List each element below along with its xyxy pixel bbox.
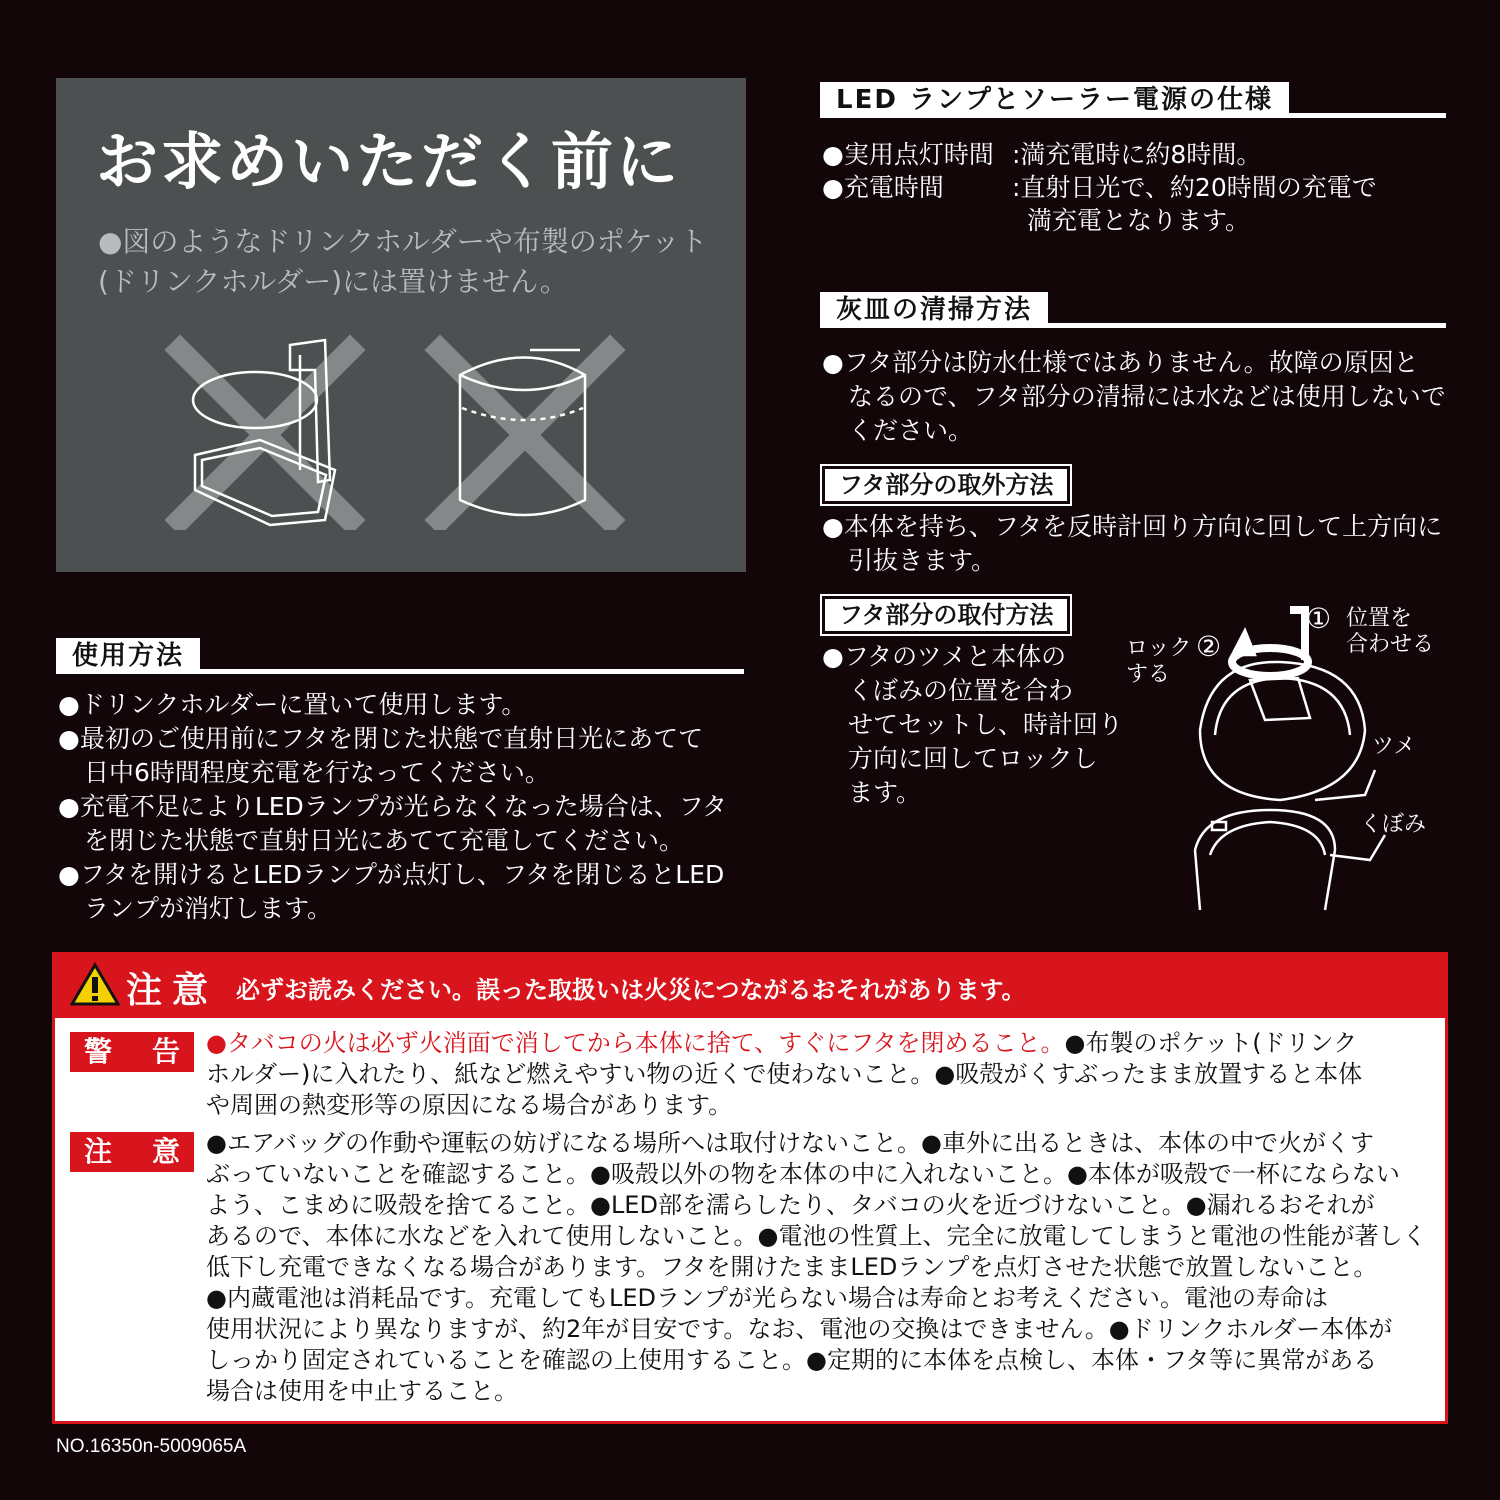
- caution-title-char: 注: [126, 970, 173, 1011]
- usage-line: ランプが消灯します。: [84, 894, 333, 923]
- caution-title-char: 意: [172, 970, 219, 1011]
- cleaning-line: なるので、フタ部分の清掃には水などは使用しないで: [848, 382, 1446, 411]
- caution-text-line: 低下し充電できなくなる場合があります。フタを開けたままLEDランプを点灯させた状態で放置しないこと。: [206, 1253, 1378, 1281]
- cleaning-list: [822, 346, 1446, 448]
- step1-text: 合わせる: [1346, 632, 1435, 657]
- usage-line: を閉じた状態で直射日光にあてて充電してください。: [84, 826, 685, 855]
- step2-label: [1126, 636, 1192, 688]
- attach-line: 方向に回してロックし: [848, 744, 1098, 773]
- warning-red-text: ●タバコの火は必ず火消面で消してから本体に捨て、すぐにフタを閉めること。: [206, 1029, 1065, 1057]
- warning-text: [206, 1028, 1362, 1121]
- usage-line: ●フタを開けるとLEDランプが点灯し、フタを閉じるとLED: [58, 860, 725, 889]
- caution-subtitle: 必ずお読みください。誤った取扱いは火災につながるおそれがあります。: [236, 976, 1026, 1004]
- attach-line: ●フタのツメと本体の: [822, 642, 1067, 671]
- spec-label: ●充電時間: [822, 173, 944, 202]
- spec-value: 満充電となります。: [1027, 206, 1251, 235]
- cleaning-heading: [820, 292, 1446, 328]
- warning-text-line: ホルダー)に入れたり、紙など燃えやすい物の近くで使わないこと。●吸殻がくすぶったまま放置すると本体: [206, 1060, 1363, 1088]
- divider: [1289, 113, 1446, 118]
- step1-number: ①: [1306, 602, 1332, 635]
- panel-note-line: ●図のようなドリンクホルダーや布製のポケット: [98, 225, 708, 258]
- caution-tag: [70, 1132, 194, 1172]
- warning-text-line: や周囲の熱変形等の原因になる場合があります。: [206, 1091, 733, 1119]
- cleaning-heading-label: 灰皿の清掃方法: [820, 292, 1048, 328]
- panel-title: お求めいただく前に: [96, 125, 682, 198]
- step2-text: ロック: [1126, 636, 1192, 661]
- caution-text-line: ●内蔵電池は消耗品です。充電してもLEDランプが光らない場合は寿命とお考えください。電池の寿命は: [206, 1284, 1329, 1312]
- caution-text-line: 場合は使用を中止すること。: [206, 1377, 518, 1405]
- cleaning-line: ください。: [848, 416, 974, 445]
- warning-tag: [70, 1032, 194, 1072]
- caution-text: [206, 1128, 1426, 1407]
- attach-line: ます。: [848, 778, 922, 807]
- led-spec-list: [822, 138, 1377, 237]
- led-spec-heading-label: LED ランプとソーラー電源の仕様: [820, 82, 1289, 118]
- claw-label: ツメ: [1372, 734, 1416, 759]
- led-spec-heading: [820, 82, 1446, 118]
- attach-method-heading: フタ部分の取付方法: [822, 596, 1070, 634]
- tag-char: 注: [84, 1135, 113, 1168]
- divider: [1048, 323, 1446, 328]
- remove-method-heading: フタ部分の取外方法: [822, 466, 1070, 504]
- usage-line: ●最初のご使用前にフタを閉じた状態で直射日光にあてて: [58, 724, 704, 753]
- attach-line: せてセットし、時計回り: [848, 710, 1124, 739]
- warning-triangle-icon: [70, 962, 120, 1006]
- caution-text-line: 使用状況により異なりますが、約2年が目安です。なお、電池の交換はできません。●ドリンクホルダー本体が: [206, 1315, 1393, 1343]
- warning-text-line: ●布製のポケット(ドリンク: [1064, 1029, 1358, 1057]
- step1-text: 位置を: [1346, 606, 1413, 631]
- usage-list: [58, 688, 727, 926]
- cleaning-line: ●フタ部分は防水仕様ではありません。故障の原因と: [822, 348, 1419, 377]
- remove-line: 引抜きます。: [848, 546, 997, 575]
- usage-heading: [56, 638, 744, 674]
- caution-text-line: ●エアバッグの作動や運転の妨げになる場所へは取付けないこと。●車外に出るときは、本体の中で火がくす: [206, 1129, 1374, 1157]
- attach-method-list: [822, 640, 1123, 810]
- caution-text-line: ぶっていないことを確認すること。●吸殻以外の物を本体の中に入れないこと。●本体が吸殻で一杯にならない: [206, 1160, 1400, 1188]
- caution-title: [126, 962, 218, 1013]
- step2-number: ②: [1196, 630, 1222, 663]
- tag-char: 意: [151, 1135, 180, 1168]
- spec-label: ●実用点灯時間: [822, 140, 994, 169]
- remove-method-list: [822, 510, 1442, 578]
- usage-line: 日中6時間程度充電を行なってください。: [84, 758, 550, 787]
- remove-line: ●本体を持ち、フタを反時計回り方向に回して上方向に: [822, 512, 1443, 541]
- usage-line: ●ドリンクホルダーに置いて使用します。: [58, 690, 527, 719]
- caution-text-line: よう、こまめに吸殻を捨てること。●LED部を濡らしたり、タバコの火を近づけないこと。●漏れるおそれが: [206, 1191, 1375, 1219]
- tag-char: 警: [84, 1035, 113, 1068]
- product-number: NO.16350n-5009065A: [56, 1436, 247, 1457]
- tag-char: 告: [151, 1035, 180, 1068]
- caution-text-line: あるので、本体に水などを入れて使用しないこと。●電池の性質上、完全に放電してしまうと電池の性能が著しく: [206, 1222, 1427, 1250]
- unsupported-holders-illustration: [150, 330, 650, 530]
- divider: [200, 669, 744, 674]
- caution-text-line: しっかり固定されていることを確認の上使用すること。●定期的に本体を点検し、本体・フタ等に異常がある: [206, 1346, 1378, 1374]
- step2-text: する: [1126, 662, 1171, 687]
- panel-note-line: (ドリンクホルダー)には置けません。: [98, 265, 568, 298]
- spec-value: :直射日光で、約20時間の充電で: [1012, 173, 1377, 202]
- step1-label: [1346, 606, 1434, 658]
- panel-note: [98, 222, 738, 302]
- attach-line: くぼみの位置を合わ: [848, 676, 1074, 705]
- spec-value: :満充電時に約8時間。: [1012, 140, 1262, 169]
- usage-line: ●充電不足によりLEDランプが光らなくなった場合は、フタ: [58, 792, 728, 821]
- recess-label: くぼみ: [1360, 812, 1427, 837]
- usage-heading-label: 使用方法: [56, 638, 200, 674]
